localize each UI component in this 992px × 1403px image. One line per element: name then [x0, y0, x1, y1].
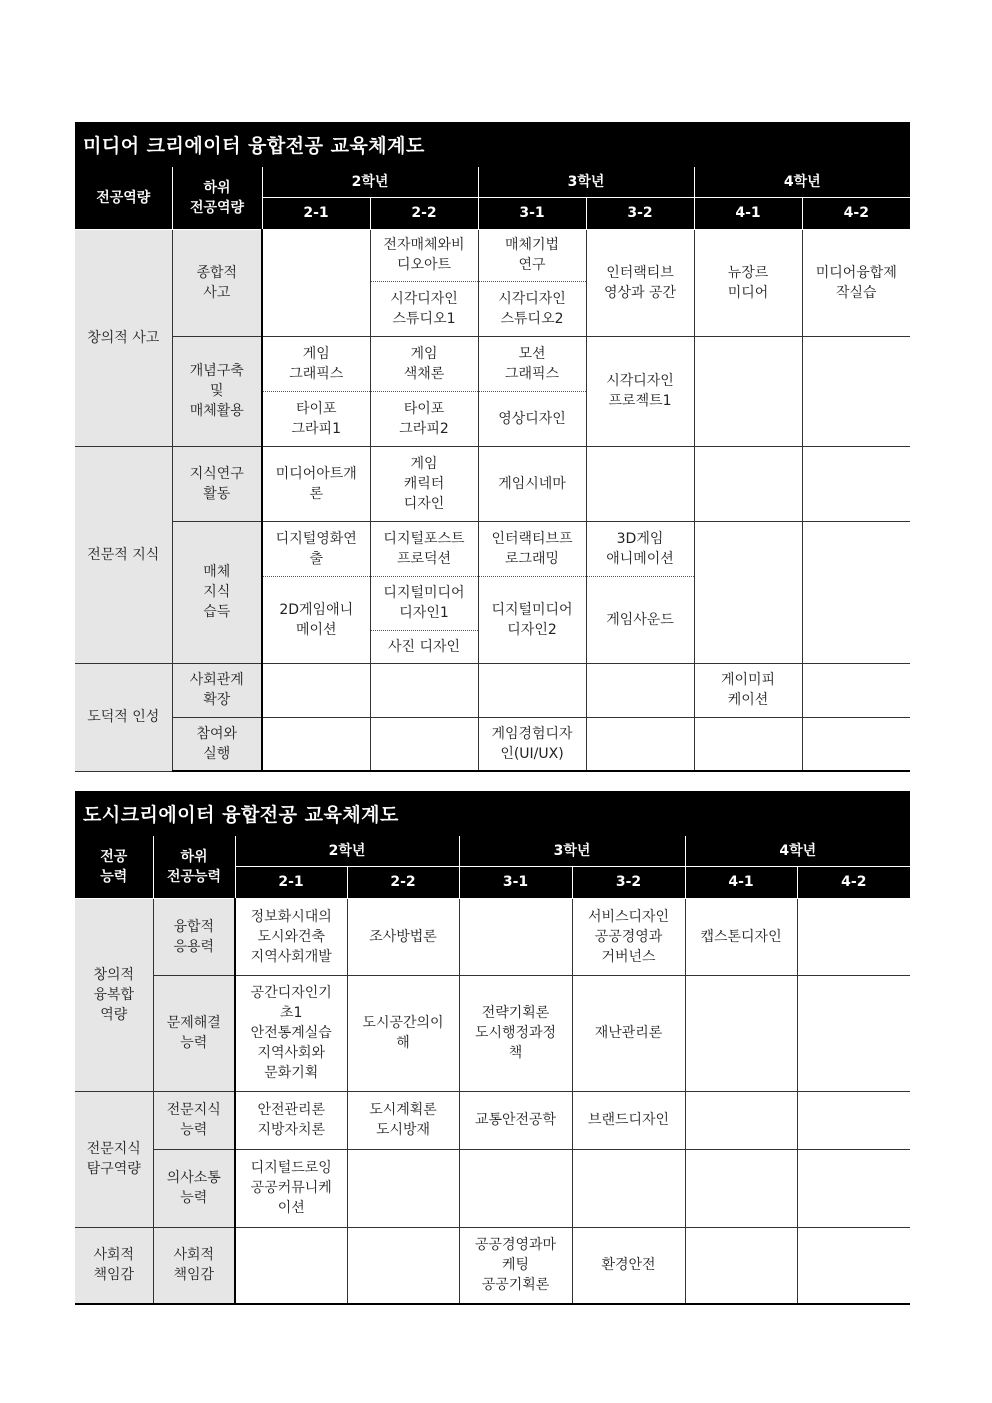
- header-year-2: 2학년: [262, 167, 478, 197]
- course-cell-empty: [694, 446, 802, 521]
- course-cell: 미디어아트개 론: [262, 446, 370, 521]
- header-year-2: 2학년: [235, 836, 459, 866]
- sub-competency-cell: 융합적 응용력: [153, 898, 235, 975]
- header-sub-competency: 하위 전공역량: [172, 167, 262, 229]
- course-cell: 게임경험디자 인(UI/UX): [478, 717, 586, 771]
- course-cell-empty: [685, 975, 797, 1091]
- header-semester: 3-2: [586, 197, 694, 229]
- course-cell: 시각디자인 스튜디오1: [370, 281, 478, 336]
- course-cell: 게임 색채론: [370, 336, 478, 391]
- header-year-3: 3학년: [478, 167, 694, 197]
- course-cell: 2D게임애니 메이션: [262, 576, 370, 663]
- sub-competency-cell: 개념구축 및 매체활용: [172, 336, 262, 446]
- course-cell-empty: [797, 975, 910, 1091]
- course-cell: 게임 그래픽스: [262, 336, 370, 391]
- course-cell: 디지털미디어 디자인1: [370, 576, 478, 630]
- city-curriculum-table: [75, 836, 910, 1305]
- header-semester: 4-2: [797, 866, 910, 898]
- city-curriculum-title: 도시크리에이터 융합전공 교육체계도: [75, 791, 910, 836]
- course-cell-empty: [262, 663, 370, 717]
- course-cell-empty: [802, 521, 910, 663]
- header-semester: 2-2: [347, 866, 459, 898]
- header-semester: 3-2: [572, 866, 685, 898]
- sub-competency-cell: 사회적 책임감: [153, 1227, 235, 1304]
- competency-cell: 창의적 사고: [75, 229, 172, 446]
- course-cell: 브랜드디자인: [572, 1091, 685, 1149]
- course-cell-empty: [797, 898, 910, 975]
- course-cell: 매체기법 연구: [478, 229, 586, 281]
- course-cell: 뉴장르 미디어: [694, 229, 802, 336]
- course-cell: 디지털드로잉 공공커뮤니케 이션: [235, 1149, 347, 1227]
- course-cell: 타이포 그라피2: [370, 391, 478, 446]
- course-cell-empty: [685, 1091, 797, 1149]
- course-cell-empty: [347, 1227, 459, 1304]
- course-cell: 디지털영화연 출: [262, 521, 370, 576]
- header-semester: 4-2: [802, 197, 910, 229]
- course-cell-empty: [797, 1149, 910, 1227]
- course-cell: 타이포 그라피1: [262, 391, 370, 446]
- course-cell: 환경안전: [572, 1227, 685, 1304]
- course-cell-empty: [694, 336, 802, 446]
- media-curriculum-title: 미디어 크리에이터 융합전공 교육체계도: [75, 122, 910, 167]
- course-cell-empty: [694, 521, 802, 663]
- course-cell: 영상디자인: [478, 391, 586, 446]
- header-semester: 2-1: [262, 197, 370, 229]
- competency-cell: 도덕적 인성: [75, 663, 172, 771]
- course-cell: 게임시네마: [478, 446, 586, 521]
- course-cell-empty: [586, 446, 694, 521]
- course-cell: 3D게임 애니메이션: [586, 521, 694, 576]
- course-cell-empty: [685, 1149, 797, 1227]
- course-cell: 공공경영과마 케팅 공공기획론: [459, 1227, 572, 1304]
- course-cell: 시각디자인 프로젝트1: [586, 336, 694, 446]
- course-cell-empty: [370, 717, 478, 771]
- header-year-4: 4학년: [685, 836, 910, 866]
- sub-competency-cell: 사회관계 확장: [172, 663, 262, 717]
- course-cell-empty: [262, 717, 370, 771]
- header-semester: 2-1: [235, 866, 347, 898]
- header-semester: 3-1: [459, 866, 572, 898]
- course-cell-empty: [586, 663, 694, 717]
- course-cell-empty: [347, 1149, 459, 1227]
- course-cell-empty: [802, 663, 910, 717]
- header-semester: 3-1: [478, 197, 586, 229]
- competency-cell: 전문지식 탐구역량: [75, 1091, 153, 1227]
- course-cell: 시각디자인 스튜디오2: [478, 281, 586, 336]
- course-cell: 교통안전공학: [459, 1091, 572, 1149]
- sub-competency-cell: 참여와 실행: [172, 717, 262, 771]
- course-cell: 조사방법론: [347, 898, 459, 975]
- sub-competency-cell: 전문지식 능력: [153, 1091, 235, 1149]
- course-cell: 안전관리론 지방자치론: [235, 1091, 347, 1149]
- course-cell: 미디어융합제 작실습: [802, 229, 910, 336]
- header-semester: 4-1: [685, 866, 797, 898]
- course-cell: 모션 그래픽스: [478, 336, 586, 391]
- course-cell: 도시공간의이 해: [347, 975, 459, 1091]
- course-cell-empty: [685, 1227, 797, 1304]
- course-cell-empty: [459, 898, 572, 975]
- course-cell: 인터랙티브프 로그래밍: [478, 521, 586, 576]
- header-competency: 전공 능력: [75, 836, 153, 898]
- course-cell-empty: [478, 663, 586, 717]
- course-cell: 디지털포스트 프로덕션: [370, 521, 478, 576]
- course-cell-empty: [262, 229, 370, 336]
- course-cell: 정보화시대의 도시와건축 지역사회개발: [235, 898, 347, 975]
- course-cell: 재난관리론: [572, 975, 685, 1091]
- course-cell: 사진 디자인: [370, 630, 478, 663]
- course-cell: 인터랙티브 영상과 공간: [586, 229, 694, 336]
- course-cell-empty: [797, 1227, 910, 1304]
- sub-competency-cell: 의사소통 능력: [153, 1149, 235, 1227]
- header-year-3: 3학년: [459, 836, 685, 866]
- header-sub-competency: 하위 전공능력: [153, 836, 235, 898]
- course-cell-empty: [802, 446, 910, 521]
- course-cell: 게이미피 케이션: [694, 663, 802, 717]
- competency-cell: 사회적 책임감: [75, 1227, 153, 1304]
- course-cell: 전자매체와비 디오아트: [370, 229, 478, 281]
- header-competency: 전공역량: [75, 167, 172, 229]
- city-curriculum-block: [75, 791, 910, 1305]
- header-semester: 4-1: [694, 197, 802, 229]
- course-cell-empty: [802, 336, 910, 446]
- course-cell: 디지털미디어 디자인2: [478, 576, 586, 663]
- sub-competency-cell: 문제해결 능력: [153, 975, 235, 1091]
- course-cell-empty: [235, 1227, 347, 1304]
- course-cell-empty: [572, 1149, 685, 1227]
- competency-cell: 창의적 융복합 역량: [75, 898, 153, 1091]
- course-cell: 도시계획론 도시방재: [347, 1091, 459, 1149]
- course-cell: 캡스톤디자인: [685, 898, 797, 975]
- course-cell: 서비스디자인 공공경영과 거버넌스: [572, 898, 685, 975]
- sub-competency-cell: 지식연구 활동: [172, 446, 262, 521]
- sub-competency-cell: 종합적 사고: [172, 229, 262, 336]
- course-cell-empty: [370, 663, 478, 717]
- course-cell: 게임사운드: [586, 576, 694, 663]
- course-cell-empty: [797, 1091, 910, 1149]
- media-curriculum-block: [75, 122, 910, 772]
- media-curriculum-table: [75, 167, 910, 772]
- header-year-4: 4학년: [694, 167, 910, 197]
- competency-cell: 전문적 지식: [75, 446, 172, 663]
- course-cell: 공간디자인기 초1 안전통계실습 지역사회와 문화기획: [235, 975, 347, 1091]
- header-semester: 2-2: [370, 197, 478, 229]
- course-cell-empty: [802, 717, 910, 771]
- course-cell: 게임 캐릭터 디자인: [370, 446, 478, 521]
- course-cell-empty: [459, 1149, 572, 1227]
- course-cell-empty: [694, 717, 802, 771]
- course-cell-empty: [586, 717, 694, 771]
- course-cell: 전략기획론 도시행정과정 책: [459, 975, 572, 1091]
- sub-competency-cell: 매체 지식 습득: [172, 521, 262, 663]
